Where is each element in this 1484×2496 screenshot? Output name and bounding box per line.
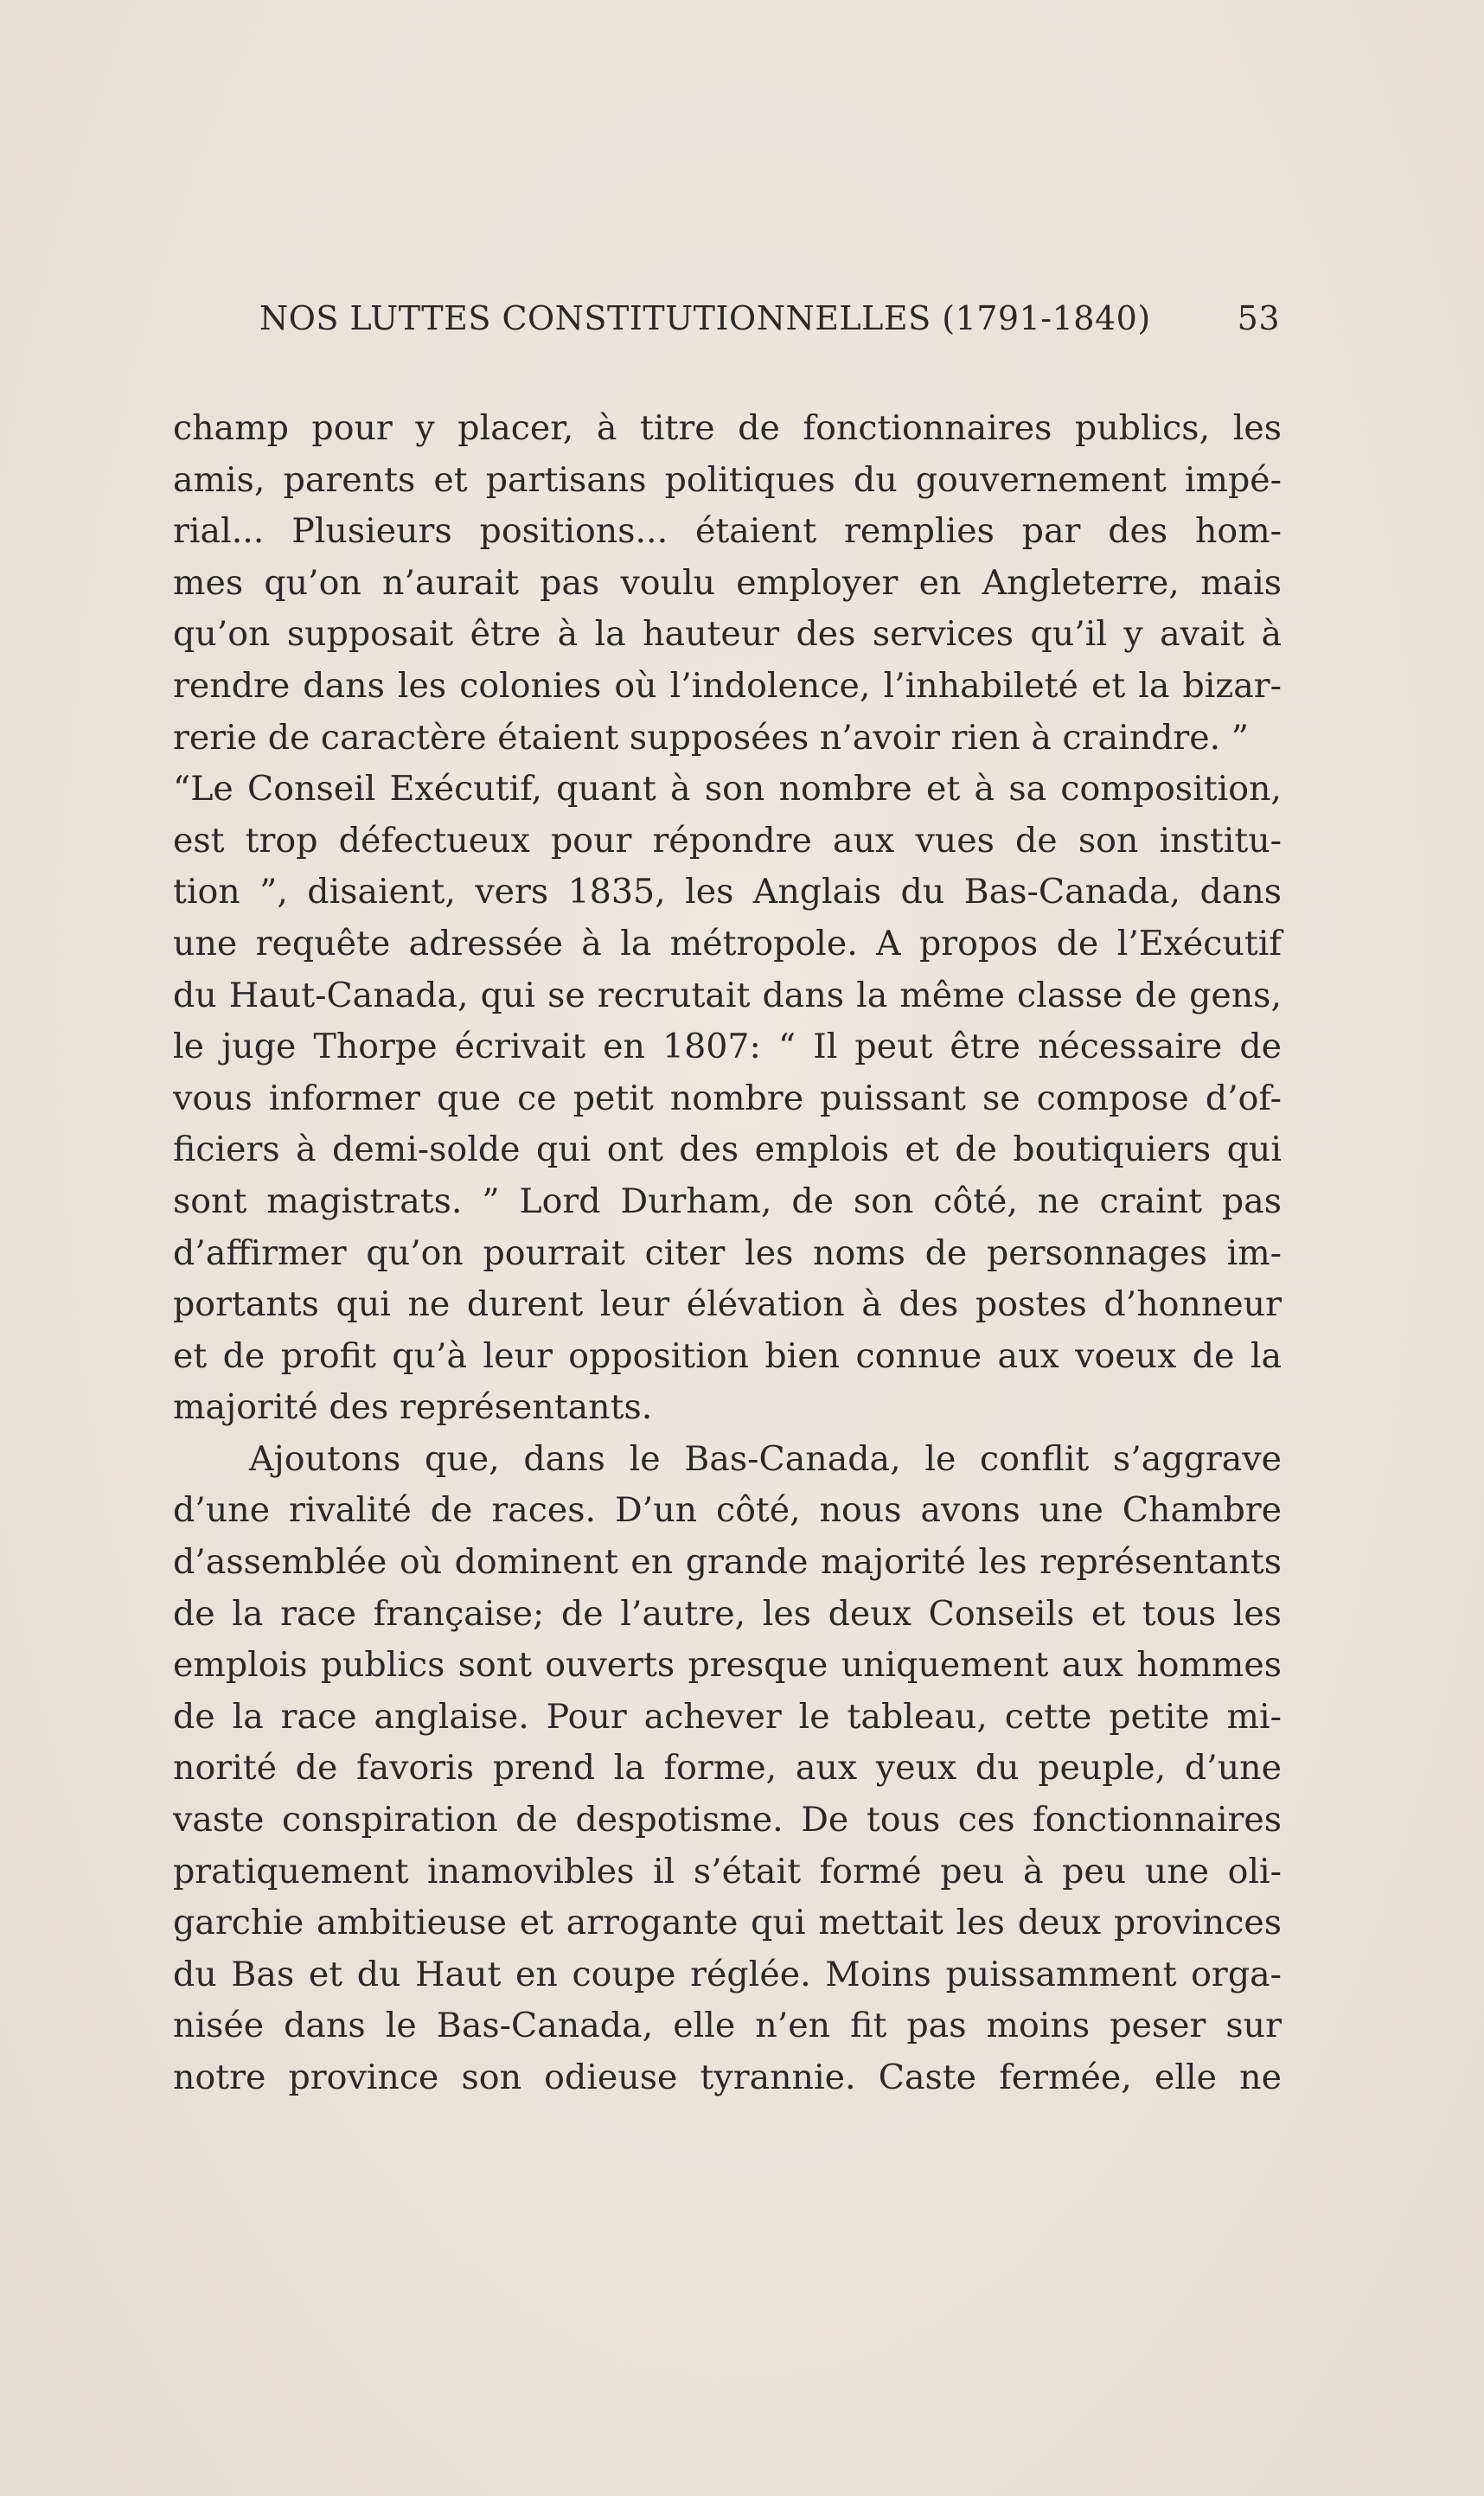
text-line: portants qui ne durent leur élévation à des postes d’honneur [173, 1284, 1282, 1325]
text-line: une requête adressée à la métropole. A propos de l’Exécutif [173, 923, 1282, 963]
text-line: d’affirmer qu’on pourrait citer les noms de personnages im- [173, 1232, 1282, 1273]
text-line: champ pour y placer, à titre de fonctionnaires publics, les [173, 408, 1282, 448]
text-line: norité de favoris prend la forme, aux yeux du peuple, d’une [173, 1748, 1282, 1789]
text-line: nisée dans le Bas-Canada, elle n’en fit pas moins peser sur [173, 2006, 1282, 2046]
text-line: ficiers à demi-solde qui ont des emplois et de boutiquiers qui [173, 1130, 1282, 1170]
text-line: du Bas et du Haut en coupe réglée. Moins puissamment orga- [173, 1954, 1282, 1994]
text-line: est trop défectueux pour répondre aux vues de son institu- [173, 820, 1282, 861]
text-line: garchie ambitieuse et arrogante qui mettait les deux provinces [173, 1903, 1282, 1943]
text-line: de la race française; de l’autre, les deux Conseils et tous les [173, 1593, 1282, 1634]
text-line: majorité des représentants. [173, 1387, 653, 1428]
text-line: d’assemblée où dominent en grande majorité les représentants [173, 1542, 1282, 1583]
text-line: sont magistrats. ” Lord Durham, de son côté, ne craint pas [173, 1181, 1282, 1221]
text-line: le juge Thorpe écrivait en 1807: “ Il peut être nécessaire de [173, 1027, 1282, 1067]
text-line: pratiquement inamovibles il s’était formé peu à peu une oli- [173, 1851, 1282, 1891]
text-line: Ajoutons que, dans le Bas-Canada, le conflit s’aggrave [249, 1438, 1282, 1479]
text-line: notre province son odieuse tyrannie. Caste fermée, elle ne [173, 2058, 1282, 2097]
text-line: “Le Conseil Exécutif, quant à son nombre et à sa composition, [173, 769, 1282, 810]
running-head-title: NOS LUTTES CONSTITUTIONNELLES (1791-1840) [259, 299, 1151, 337]
text-line: mes qu’on n’aurait pas voulu employer en Angleterre, mais [173, 562, 1282, 603]
text-line: rerie de caractère étaient supposées n’avoir rien à craindre. ” [173, 717, 1249, 758]
text-line: vous informer que ce petit nombre puissant se compose d’of- [173, 1078, 1282, 1118]
text-line: du Haut-Canada, qui se recrutait dans la même classe de gens, [173, 975, 1282, 1015]
text-line: qu’on supposait être à la hauteur des services qu’il y avait à [173, 614, 1282, 655]
text-line: emplois publics sont ouverts presque uniquement aux hommes [173, 1645, 1282, 1686]
body-text [173, 403, 1282, 2104]
text-line: rendre dans les colonies où l’indolence, l’inhabileté et la bizar- [173, 665, 1282, 706]
text-line: de la race anglaise. Pour achever le tableau, cette petite mi- [173, 1696, 1282, 1737]
text-line: amis, parents et partisans politiques du gouvernement impé- [173, 459, 1282, 500]
text-line: rial... Plusieurs positions... étaient remplies par des hom- [173, 511, 1282, 552]
text-line: d’une rivalité de races. D’un côté, nous avons une Chambre [173, 1490, 1282, 1531]
page-number: 53 [1237, 299, 1280, 337]
text-line: vaste conspiration de despotisme. De tous ces fonctionnaires [173, 1800, 1282, 1840]
text-line: tion ”, disaient, vers 1835, les Anglais du Bas-Canada, dans [173, 872, 1282, 912]
running-head [259, 292, 1280, 344]
text-line: et de profit qu’à leur opposition bien connue aux voeux de la [173, 1335, 1282, 1376]
